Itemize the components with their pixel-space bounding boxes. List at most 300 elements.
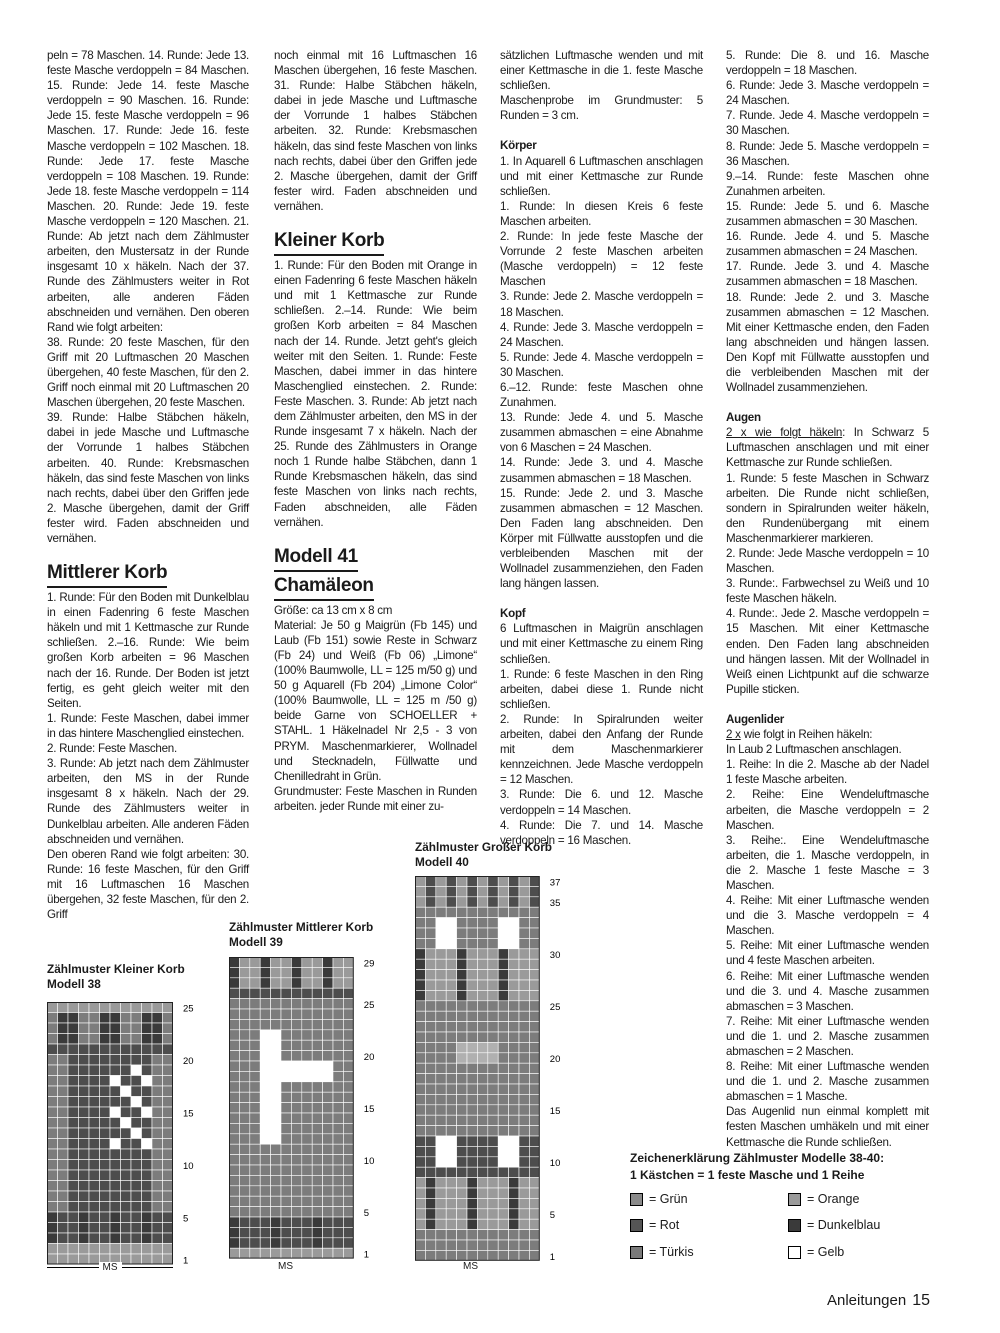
chart-cell bbox=[529, 980, 539, 990]
chart-cell bbox=[343, 1207, 353, 1217]
chart-cell bbox=[271, 1019, 281, 1029]
chart-cell bbox=[291, 1113, 301, 1123]
chart-cell bbox=[229, 1134, 239, 1144]
chart-cell bbox=[131, 1002, 142, 1013]
chart-cell bbox=[457, 1178, 467, 1188]
chart-cell bbox=[446, 1105, 456, 1115]
chart-cell bbox=[323, 1040, 333, 1050]
chart-cell bbox=[425, 1022, 435, 1032]
chart-cell bbox=[488, 1167, 498, 1177]
chart-cell bbox=[498, 970, 508, 980]
chart-cell bbox=[498, 1084, 508, 1094]
chart-cell bbox=[121, 1023, 132, 1034]
chart-cell bbox=[229, 1103, 239, 1113]
paragraph bbox=[726, 727, 929, 742]
chart-cell bbox=[509, 1230, 519, 1240]
chart-cell bbox=[47, 1002, 58, 1013]
chart-cell bbox=[121, 1002, 132, 1013]
chart-cell bbox=[467, 1198, 477, 1208]
chart-cell bbox=[467, 1011, 477, 1021]
chart-cell bbox=[323, 1186, 333, 1196]
chart-cell bbox=[260, 1217, 270, 1227]
chart-cell bbox=[343, 999, 353, 1009]
chart-cell bbox=[260, 1082, 270, 1092]
chart-cell bbox=[271, 1092, 281, 1102]
chart-cell bbox=[488, 1146, 498, 1156]
chart-cell bbox=[509, 1136, 519, 1146]
subheading-kopf: Kopf bbox=[500, 607, 526, 621]
chart-cell bbox=[239, 1238, 249, 1248]
chart-cell bbox=[343, 978, 353, 988]
chart-cell bbox=[529, 1198, 539, 1208]
chart-cell bbox=[343, 1165, 353, 1175]
chart-cell bbox=[323, 1092, 333, 1102]
chart-cell bbox=[152, 1244, 163, 1255]
chart-cell bbox=[229, 1248, 239, 1258]
chart-cell bbox=[477, 970, 487, 980]
chart-cell bbox=[121, 1244, 132, 1255]
paragraph: 4. Reihe: Mit einer Luftmasche wenden und die 3. Masche verdoppeln = 4 Maschen. bbox=[726, 894, 929, 938]
chart-cell bbox=[142, 1233, 153, 1244]
chart-cell bbox=[488, 949, 498, 959]
chart-cell bbox=[281, 1113, 291, 1123]
chart-cell bbox=[519, 1198, 529, 1208]
chart-cell bbox=[467, 1074, 477, 1084]
chart-cell bbox=[323, 1227, 333, 1237]
chart-cell bbox=[271, 1165, 281, 1175]
chart-cell bbox=[529, 1074, 539, 1084]
chart-cell bbox=[121, 1055, 132, 1066]
legend-label: = Dunkelblau bbox=[807, 1218, 881, 1232]
chart-svg bbox=[229, 957, 394, 1261]
chart-cell bbox=[163, 1097, 174, 1108]
chart-cell bbox=[415, 938, 425, 948]
chart-cell bbox=[457, 928, 467, 938]
chart-cell bbox=[131, 1191, 142, 1202]
chart-cell bbox=[343, 1123, 353, 1133]
chart-cell bbox=[436, 1001, 446, 1011]
chart-cell bbox=[142, 1044, 153, 1055]
chart-cell bbox=[131, 1181, 142, 1192]
chart-cell bbox=[110, 1244, 121, 1255]
chart-cell bbox=[312, 999, 322, 1009]
chart-cell bbox=[477, 1136, 487, 1146]
chart-cell bbox=[271, 967, 281, 977]
chart-cell bbox=[239, 957, 249, 967]
chart-cell bbox=[58, 1107, 69, 1118]
chart-cell bbox=[89, 1212, 100, 1223]
chart-cell bbox=[312, 1144, 322, 1154]
chart-cell bbox=[343, 1155, 353, 1165]
chart-cell bbox=[436, 1022, 446, 1032]
chart-cell bbox=[163, 1034, 174, 1045]
chart-cell bbox=[152, 1107, 163, 1118]
chart-cell bbox=[333, 1082, 343, 1092]
chart-cell bbox=[250, 1040, 260, 1050]
chart-cell bbox=[229, 1186, 239, 1196]
chart-cell bbox=[425, 1230, 435, 1240]
chart-cell bbox=[260, 1019, 270, 1029]
chart-cell bbox=[333, 1134, 343, 1144]
chart-cell bbox=[121, 1107, 132, 1118]
chart-cell bbox=[302, 978, 312, 988]
chart-cell bbox=[281, 978, 291, 988]
chart-cell bbox=[323, 1082, 333, 1092]
chart-cell bbox=[47, 1013, 58, 1024]
chart-cell bbox=[229, 1009, 239, 1019]
chart-cell bbox=[488, 990, 498, 1000]
chart-cell bbox=[312, 1186, 322, 1196]
chart-cell bbox=[291, 1009, 301, 1019]
chart-cell bbox=[467, 1178, 477, 1188]
chart-cell bbox=[519, 1115, 529, 1125]
chart-cell bbox=[110, 1002, 121, 1013]
chart-cell bbox=[89, 1086, 100, 1097]
chart-cell bbox=[250, 1186, 260, 1196]
chart-cell bbox=[100, 1055, 111, 1066]
chart-cell bbox=[281, 1123, 291, 1133]
chart-cell bbox=[163, 1139, 174, 1150]
chart-cell bbox=[415, 1188, 425, 1198]
chart-cell bbox=[498, 886, 508, 896]
chart-cell bbox=[436, 1188, 446, 1198]
chart-cell bbox=[529, 876, 539, 886]
chart-cell bbox=[312, 957, 322, 967]
paragraph: 8. Reihe: Mit einer Luftmasche wenden und die 1. und 2. Masche zusammen abmaschen = 1 Masche. bbox=[726, 1060, 929, 1104]
chart-cell bbox=[467, 1115, 477, 1125]
chart-cell bbox=[312, 1227, 322, 1237]
column-1 bbox=[47, 48, 249, 922]
chart-cell bbox=[425, 1126, 435, 1136]
chart-cell bbox=[498, 1250, 508, 1260]
chart-cell bbox=[152, 1097, 163, 1108]
chart-cell bbox=[343, 988, 353, 998]
chart-cell bbox=[436, 928, 446, 938]
chart-cell bbox=[100, 1023, 111, 1034]
chart-cell bbox=[271, 1123, 281, 1133]
paragraph: 15. Runde: Jede 2. und 3. Masche zusammen abmaschen = 12 Maschen. Den Faden lang abschneiden. Den Körper mit Füllwatte ausstopfen und die verbleibenden Maschen mit der Wollnadel zusammenziehen, den Faden lang hängen lassen. bbox=[500, 486, 703, 591]
chart-cell bbox=[302, 1123, 312, 1133]
chart-cell bbox=[425, 1094, 435, 1104]
chart-cell bbox=[260, 1103, 270, 1113]
chart-cell bbox=[436, 949, 446, 959]
chart-cell bbox=[163, 1107, 174, 1118]
chart-title-line: Modell 38 bbox=[47, 977, 101, 991]
ms-text: MS bbox=[99, 1262, 122, 1273]
row-number-label: 30 bbox=[549, 950, 561, 962]
chart-cell bbox=[121, 1223, 132, 1234]
chart-cell bbox=[229, 1061, 239, 1071]
chart-cell bbox=[467, 1094, 477, 1104]
chart-cell bbox=[239, 1165, 249, 1175]
chart-cell bbox=[343, 1051, 353, 1061]
paragraph: 13. Runde: Jede 4. und 5. Masche zusammen abmaschen = eine Abnahme von 6 Maschen = 24 Maschen. bbox=[500, 411, 703, 455]
chart-cell bbox=[343, 1186, 353, 1196]
chart-cell bbox=[343, 1082, 353, 1092]
chart-cell bbox=[250, 978, 260, 988]
chart-cell bbox=[529, 1136, 539, 1146]
chart-cell bbox=[110, 1076, 121, 1087]
chart-cell bbox=[446, 907, 456, 917]
row-number-label: 20 bbox=[363, 1052, 375, 1063]
chart-cell bbox=[467, 1230, 477, 1240]
chart-cell bbox=[436, 1230, 446, 1240]
chart-cell bbox=[509, 938, 519, 948]
section-heading-modell-41: Modell 41 bbox=[274, 545, 358, 572]
chart-cell bbox=[142, 1170, 153, 1181]
chart-cell bbox=[519, 1084, 529, 1094]
chart-cell bbox=[467, 897, 477, 907]
chart-cell bbox=[415, 876, 425, 886]
chart-cell bbox=[446, 1178, 456, 1188]
chart-cell bbox=[467, 1001, 477, 1011]
chart-cell bbox=[519, 1126, 529, 1136]
chart-cell bbox=[291, 1123, 301, 1133]
chart-cell bbox=[131, 1086, 142, 1097]
chart-cell bbox=[312, 978, 322, 988]
chart-cell bbox=[312, 1051, 322, 1061]
chart-cell bbox=[436, 1136, 446, 1146]
chart-cell bbox=[509, 1167, 519, 1177]
chart-cell bbox=[68, 1065, 79, 1076]
chart-cell bbox=[142, 1086, 153, 1097]
chart-cell bbox=[312, 1071, 322, 1081]
row-number-label: 25 bbox=[183, 1003, 194, 1015]
chart-cell bbox=[425, 1136, 435, 1146]
chart-cell bbox=[529, 1094, 539, 1104]
chart-cell bbox=[79, 1181, 90, 1192]
chart-cell bbox=[509, 918, 519, 928]
chart-cell bbox=[415, 1042, 425, 1052]
chart-cell bbox=[415, 1230, 425, 1240]
chart-cell bbox=[425, 918, 435, 928]
chart-cell bbox=[312, 1217, 322, 1227]
chart-cell bbox=[509, 1146, 519, 1156]
chart-cell bbox=[142, 1191, 153, 1202]
chart-cell bbox=[260, 1165, 270, 1175]
chart-cell bbox=[152, 1191, 163, 1202]
chart-cell bbox=[110, 1034, 121, 1045]
chart-cell bbox=[509, 980, 519, 990]
chart-cell bbox=[529, 970, 539, 980]
chart-cell bbox=[498, 1115, 508, 1125]
chart-cell bbox=[529, 1209, 539, 1219]
chart-cell bbox=[457, 1146, 467, 1156]
chart-cell bbox=[142, 1002, 153, 1013]
chart-cell bbox=[498, 1219, 508, 1229]
chart-cell bbox=[477, 959, 487, 969]
chart-cell bbox=[488, 1074, 498, 1084]
chart-cell bbox=[477, 928, 487, 938]
paragraph: 3. Runde: Jede 2. Masche verdoppeln = 18 Maschen. bbox=[500, 290, 703, 319]
chart-cell bbox=[498, 1178, 508, 1188]
chart-cell bbox=[509, 970, 519, 980]
chart-cell bbox=[519, 876, 529, 886]
chart-cell bbox=[152, 1139, 163, 1150]
chart-cell bbox=[519, 918, 529, 928]
chart-cell bbox=[509, 1240, 519, 1250]
chart-cell bbox=[121, 1118, 132, 1129]
chart-cell bbox=[239, 1144, 249, 1154]
chart-cell bbox=[415, 1105, 425, 1115]
paragraph: 2. Runde: Feste Maschen. bbox=[47, 742, 177, 756]
chart-cell bbox=[291, 1082, 301, 1092]
chart-cell bbox=[457, 1001, 467, 1011]
chart-cell bbox=[121, 1233, 132, 1244]
chart-cell bbox=[436, 1042, 446, 1052]
chart-cell bbox=[509, 886, 519, 896]
chart-cell bbox=[271, 1009, 281, 1019]
chart-title-line: Modell 40 bbox=[415, 855, 469, 869]
chart-cell bbox=[529, 1230, 539, 1240]
chart-cell bbox=[488, 1209, 498, 1219]
chart-cell bbox=[477, 1115, 487, 1125]
chart-cell bbox=[281, 1103, 291, 1113]
chart-cell bbox=[519, 1074, 529, 1084]
chart-cell bbox=[323, 1103, 333, 1113]
chart-cell bbox=[131, 1065, 142, 1076]
chart-cell bbox=[509, 1250, 519, 1260]
chart-cell bbox=[281, 1040, 291, 1050]
chart-cell bbox=[457, 1063, 467, 1073]
chart-cell bbox=[477, 1094, 487, 1104]
chart-cell bbox=[436, 938, 446, 948]
chart-cell bbox=[498, 1001, 508, 1011]
chart-cell bbox=[229, 967, 239, 977]
chart-cell bbox=[239, 1071, 249, 1081]
chart-cell bbox=[498, 1146, 508, 1156]
chart-cell bbox=[323, 1248, 333, 1258]
chart-cell bbox=[477, 990, 487, 1000]
chart-cell bbox=[47, 1170, 58, 1181]
chart-cell bbox=[312, 1040, 322, 1050]
chart-cell bbox=[498, 928, 508, 938]
chart-cell bbox=[425, 1053, 435, 1063]
chart-cell bbox=[467, 1053, 477, 1063]
chart-cell bbox=[446, 1022, 456, 1032]
chart-cell bbox=[509, 1032, 519, 1042]
chart-cell bbox=[58, 1233, 69, 1244]
paragraph: 2. Runde: In Spiralrunden weiter arbeiten, dabei den Anfang der Runde mit dem Maschenmarkierer kennzeichnen. Jede Masche verdoppeln = 12 Maschen. bbox=[500, 712, 703, 787]
chart-cell bbox=[457, 980, 467, 990]
chart-cell bbox=[142, 1128, 153, 1139]
chart-cell bbox=[333, 1071, 343, 1081]
chart-cell bbox=[47, 1160, 58, 1171]
chart-cell bbox=[333, 1248, 343, 1258]
chart-cell bbox=[142, 1065, 153, 1076]
chart-cell bbox=[425, 990, 435, 1000]
chart-cell bbox=[79, 1097, 90, 1108]
chart-cell bbox=[260, 1040, 270, 1050]
chart-cell bbox=[498, 918, 508, 928]
paragraph: 14. Runde: Jede 3. und 4. Masche zusammen abmaschen = 18 Maschen. bbox=[500, 456, 703, 485]
chart-cell bbox=[415, 1094, 425, 1104]
chart-cell bbox=[415, 1053, 425, 1063]
paragraph: Das Augenlid nun einmal komplett mit festen Maschen umhäkeln und mit einer Kettmasche die Runde schließen. bbox=[726, 1105, 929, 1149]
chart-cell bbox=[312, 1155, 322, 1165]
chart-cell bbox=[509, 1157, 519, 1167]
paragraph: sätzlichen Luftmasche wenden und mit einer Kettmasche in die 1. feste Masche schließen. bbox=[500, 49, 703, 93]
chart-cell bbox=[415, 1136, 425, 1146]
chart-cell bbox=[519, 928, 529, 938]
chart-cell bbox=[302, 1113, 312, 1123]
chart-cell bbox=[467, 949, 477, 959]
chart-cell bbox=[100, 1160, 111, 1171]
chart-cell bbox=[260, 1196, 270, 1206]
chart-cell bbox=[79, 1076, 90, 1087]
chart-cell bbox=[152, 1013, 163, 1024]
chart-cell bbox=[488, 1094, 498, 1104]
chart-cell bbox=[142, 1244, 153, 1255]
chart-cell bbox=[425, 1032, 435, 1042]
chart-cell bbox=[163, 1044, 174, 1055]
chart-cell bbox=[509, 1094, 519, 1104]
chart-cell bbox=[457, 1042, 467, 1052]
chart-cell bbox=[333, 1113, 343, 1123]
chart-cell bbox=[79, 1149, 90, 1160]
row-number-label: 10 bbox=[549, 1158, 561, 1170]
chart-cell bbox=[312, 1092, 322, 1102]
chart-cell bbox=[425, 1074, 435, 1084]
chart-cell bbox=[415, 1074, 425, 1084]
chart-cell bbox=[446, 1053, 456, 1063]
chart-cell bbox=[488, 1053, 498, 1063]
chart-cell bbox=[229, 1040, 239, 1050]
chart-cell bbox=[519, 1146, 529, 1156]
chart-cell bbox=[343, 1227, 353, 1237]
chart-cell bbox=[271, 1144, 281, 1154]
chart-svg bbox=[415, 876, 580, 1263]
chart-cell bbox=[312, 1248, 322, 1258]
chart-cell bbox=[260, 1092, 270, 1102]
chart-cell bbox=[302, 1061, 312, 1071]
chart-cell bbox=[79, 1128, 90, 1139]
chart-cell bbox=[343, 1217, 353, 1227]
chart-cell bbox=[457, 886, 467, 896]
chart-cell bbox=[68, 1212, 79, 1223]
chart-cell bbox=[58, 1097, 69, 1108]
chart-cell bbox=[477, 897, 487, 907]
chart-cell bbox=[498, 876, 508, 886]
chart-cell bbox=[142, 1212, 153, 1223]
chart-cell bbox=[457, 1219, 467, 1229]
chart-cell bbox=[519, 1167, 529, 1177]
chart-cell bbox=[467, 1188, 477, 1198]
chart-cell bbox=[519, 1209, 529, 1219]
chart-cell bbox=[291, 988, 301, 998]
chart-cell bbox=[163, 1202, 174, 1213]
chart-cell bbox=[79, 1023, 90, 1034]
ms-label-medium: MS bbox=[278, 1261, 293, 1272]
chart-cell bbox=[415, 1115, 425, 1125]
chart-cell bbox=[131, 1160, 142, 1171]
chart-cell bbox=[291, 1103, 301, 1113]
chart-cell bbox=[291, 1134, 301, 1144]
chart-cell bbox=[302, 988, 312, 998]
chart-cell bbox=[498, 1230, 508, 1240]
chart-cell bbox=[110, 1065, 121, 1076]
chart-cell bbox=[519, 980, 529, 990]
chart-cell bbox=[58, 1128, 69, 1139]
chart-cell bbox=[498, 1126, 508, 1136]
chart-cell bbox=[457, 1105, 467, 1115]
chart-cell bbox=[271, 1186, 281, 1196]
chart-cell bbox=[89, 1023, 100, 1034]
chart-cell bbox=[131, 1044, 142, 1055]
chart-cell bbox=[89, 1034, 100, 1045]
chart-cell bbox=[333, 1092, 343, 1102]
chart-cell bbox=[250, 957, 260, 967]
